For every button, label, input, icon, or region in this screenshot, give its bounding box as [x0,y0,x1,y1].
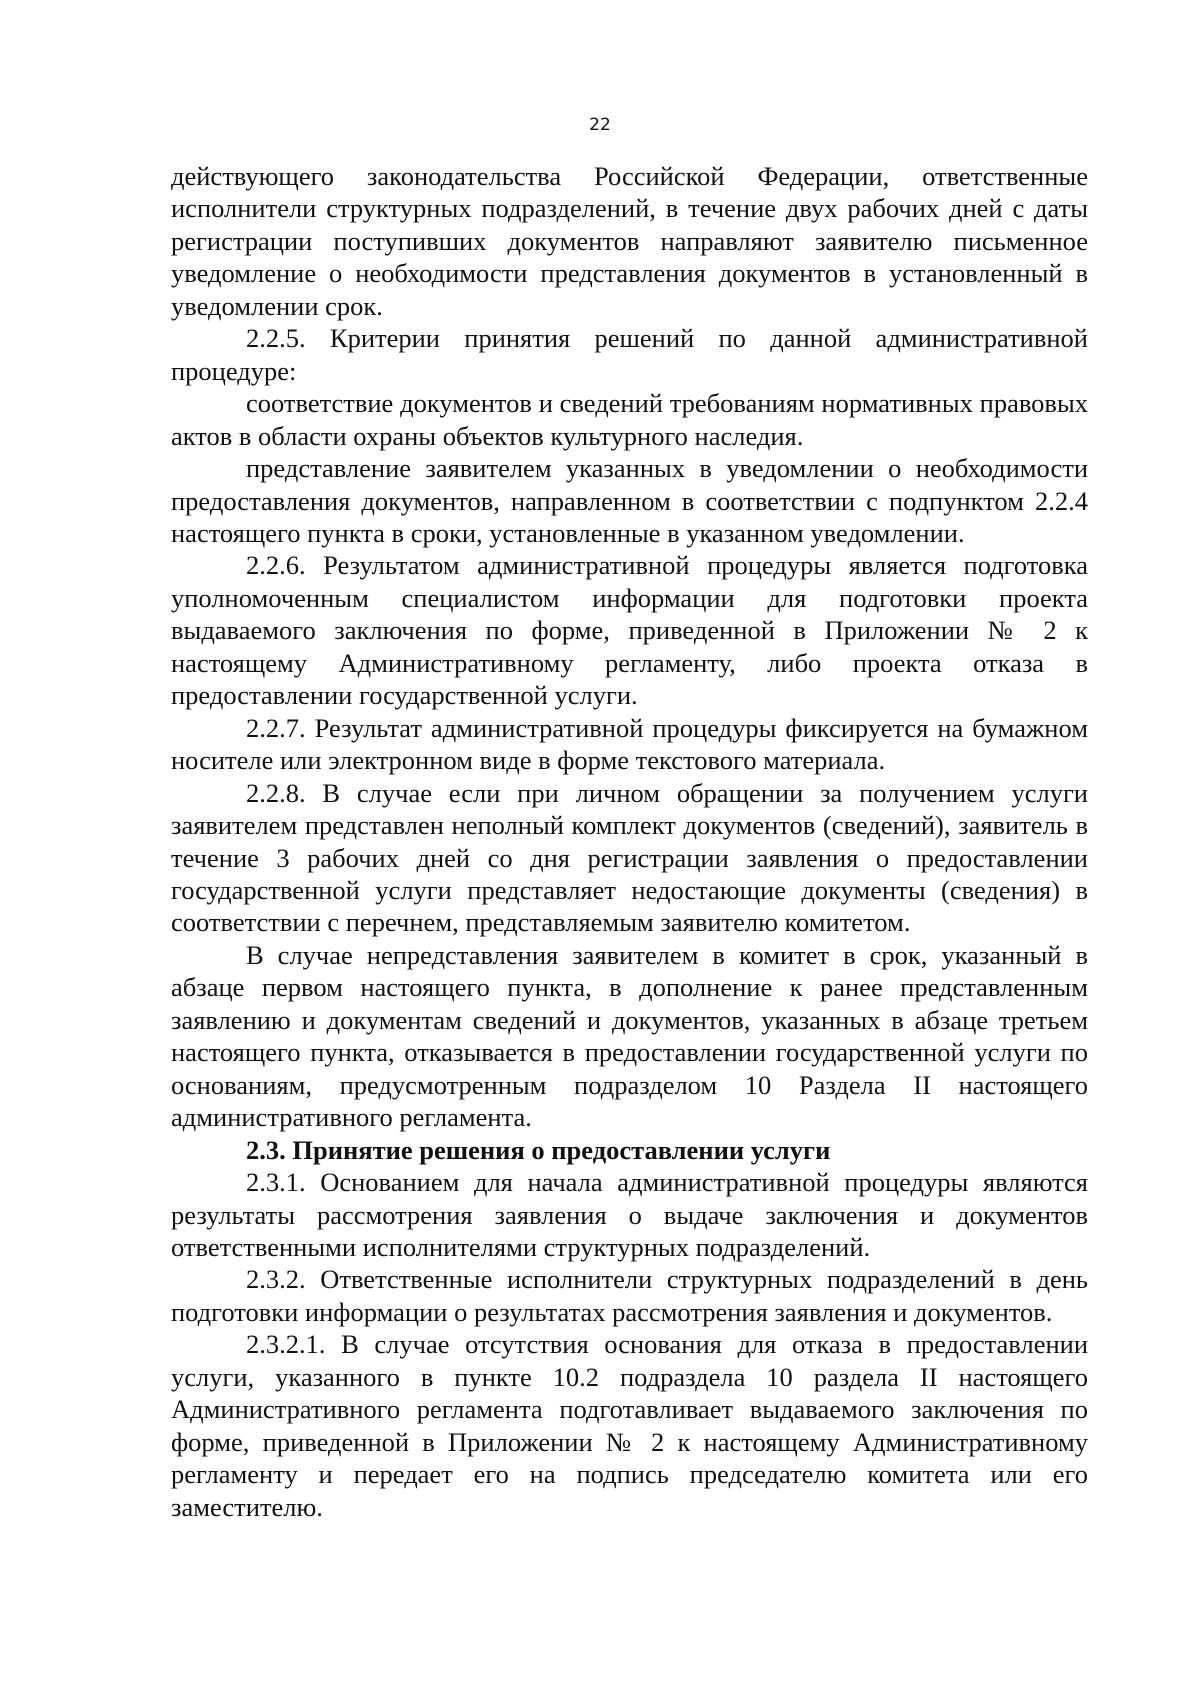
paragraph-criteria-submission: представление заявителем указанных в уведомлении о необходимости предоставления документов, направленном в соответствии с подпунктом 2.2.4 настоящего пункта в сроки, установленные в указанном уведомлении. [171,453,1088,548]
paragraph-2-2-6: 2.2.6. Результатом административной процедуры является подготовка уполномоченным специалистом информации для подготовки проекта выдаваемого заключения по форме, приведенной в Приложении № 2 к настоящему Административному регламенту, либо проекта отказа в предоставлении государственной услуги. [171,550,1088,711]
document-body [171,160,1088,1523]
paragraph-2-3-2: 2.3.2. Ответственные исполнители структурных подразделений в день подготовки информации о результатах рассмотрения заявления и документов. [171,1264,1088,1327]
paragraph-2-2-8: 2.2.8. В случае если при личном обращении за получением услуги заявителем представлен неполный комплект документов (сведений), заявитель в течение 3 рабочих дней со дня регистрации заявления о предоставлении государственной услуги представляет недостающие документы (сведения) в соответствии с перечнем, представляемым заявителю комитетом. [171,777,1088,938]
paragraph-continuation: действующего законодательства Российской Федерации, ответственные исполнители структурных подразделений, в течение двух рабочих дней с даты регистрации поступивших документов направляют заявителю письменное уведомление о необходимости представления документов в установленный в уведомлении срок. [171,161,1088,321]
paragraph-2-3-2-1: 2.3.2.1. В случае отсутствия основания для отказа в предоставлении услуги, указанного в пункте 10.2 подраздела 10 раздела II настоящего Административного регламента подготавливает выдаваемого заключения по форме, приведенной в Приложении № 2 к настоящему Административному регламенту и передает его на подпись председателю комитета или его заместителю. [171,1329,1088,1522]
paragraph-2-2-5: 2.2.5. Критерии принятия решений по данной административной процедуре: [171,323,1088,386]
section-heading-2-3: 2.3. Принятие решения о предоставлении услуги [246,1134,831,1165]
paragraph-2-3-1: 2.3.1. Основанием для начала административной процедуры являются результаты рассмотрения заявления о выдаче заключения и документов ответственными исполнителями структурных подразделений. [171,1167,1088,1262]
paragraph-2-2-7: 2.2.7. Результат административной процедуры фиксируется на бумажном носителе или электронном виде в форме текстового материала. [171,712,1088,776]
page-number: 22 [589,115,611,135]
paragraph-criteria-compliance: соответствие документов и сведений требованиям нормативных правовых актов в области охраны объектов культурного наследия. [171,388,1088,451]
paragraph-non-submission: В случае непредставления заявителем в комитет в срок, указанный в абзаце первом настоящего пункта, в дополнение к ранее представленным заявлению и документам сведений и документов, указанных в абзаце третьем настоящего пункта, отказывается в предоставлении государственной услуги по основаниям, предусмотренным подразделом 10 Раздела II настоящего административного регламента. [171,939,1088,1133]
